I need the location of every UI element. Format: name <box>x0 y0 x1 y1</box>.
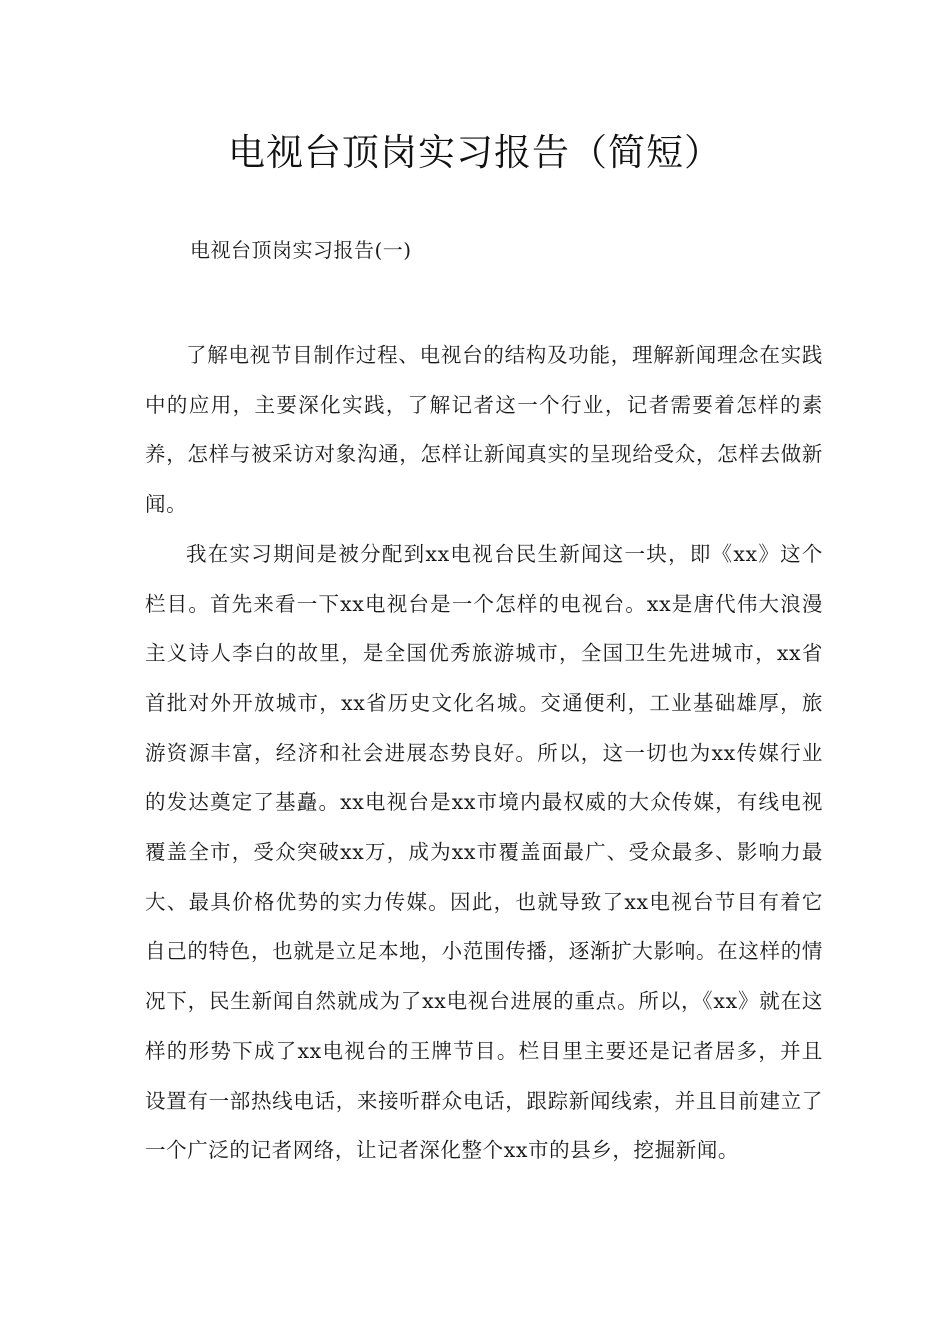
paragraph-2: 我在实习期间是被分配到xx电视台民生新闻这一块，即《xx》这个栏目。首先来看一下xx电视台是一个怎样的电视台。xx是唐代伟大浪漫主义诗人李白的故里，是全国优秀旅游城市，全国卫生先进城市，xx省首批对外开放城市，xx省历史文化名城。交通便利，工业基础雄厚，旅游资源丰富，经济和社会进展态势良好。所以，这一切也为xx传媒行业的发达奠定了基矗。xx电视台是xx市境内最权威的大众传媒，有线电视覆盖全市，受众突破xx万，成为xx市覆盖面最广、受众最多、影响力最大、最具价格优势的实力传媒。因此，也就导致了xx电视台节目有着它自己的特色，也就是立足本地，小范围传播，逐渐扩大影响。在这样的情况下，民生新闻自然就成为了xx电视台进展的重点。所以，《xx》就在这样的形势下成了xx电视台的王牌节目。栏目里主要还是记者居多，并且设置有一部热线电话，来接听群众电话，跟踪新闻线索，并且目前建立了一个广泛的记者网络，让记者深化整个xx市的县乡，挖掘新闻。 <box>145 541 823 1163</box>
document-body <box>145 331 823 1176</box>
paragraph-1: 了解电视节目制作过程、电视台的结构及功能，理解新闻理念在实践中的应用，主要深化实践，了解记者这一个行业，记者需要着怎样的素养，怎样与被采访对象沟通，怎样让新闻真实的呈现给受众，怎样去做新闻。 <box>145 343 823 517</box>
section-heading: 电视台顶岗实习报告(一) <box>190 238 412 262</box>
document-title: 电视台顶岗实习报告（简短） <box>228 131 722 174</box>
